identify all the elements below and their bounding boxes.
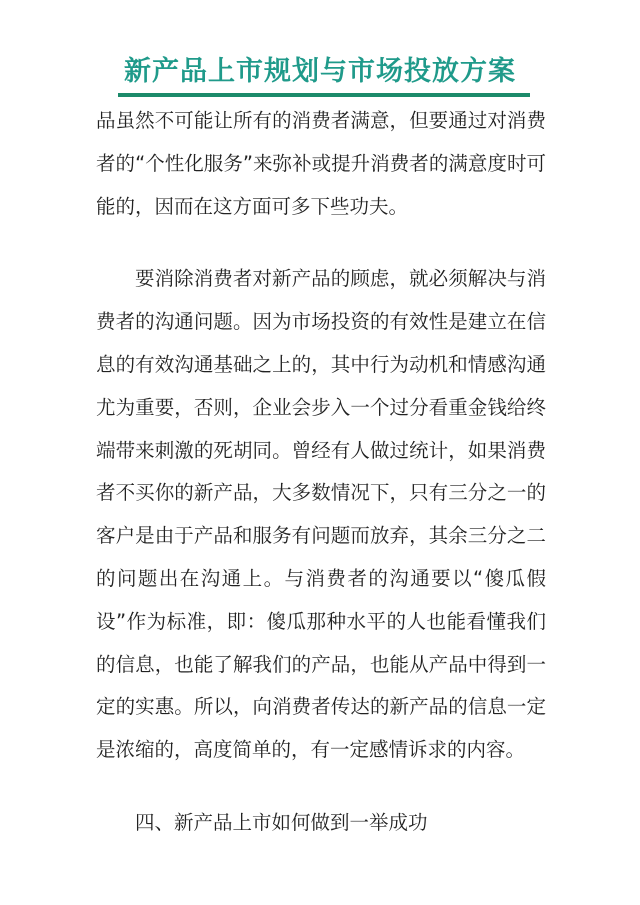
document-title: 新产品上市规划与市场投放方案: [124, 56, 516, 87]
section-heading: 四、新产品上市如何做到一举成功: [135, 810, 428, 834]
paragraph-continuation: 品虽然不可能让所有的消费者满意，但要通过对消费者的“个性化服务”来弥补或提升消费者的满意度时可能的，因而在这方面可多下些功夫。: [96, 109, 546, 218]
document-body: [96, 100, 546, 845]
paragraph-communication: 要消除消费者对新产品的顾虑，就必须解决与消费者的沟通问题。因为市场投资的有效性是建立在信息的有效沟通基础之上的，其中行为动机和情感沟通尤为重要，否则，企业会步入一个过分看重金钱给终端带来刺激的死胡同。曾经有人做过统计，如果消费者不买你的新产品，大多数情况下，只有三分之一的客户是由于产品和服务有问题而放弃，其余三分之二的问题出在沟通上。与消费者的沟通要以“傻瓜假设”作为标准，即：傻瓜那种水平的人也能看懂我们的信息，也能了解我们的产品，也能从产品中得到一定的实惠。所以，向消费者传达的新产品的信息一定是浓缩的，高度简单的，有一定感情诉求的内容。: [96, 267, 546, 762]
title-underline: [118, 93, 530, 97]
